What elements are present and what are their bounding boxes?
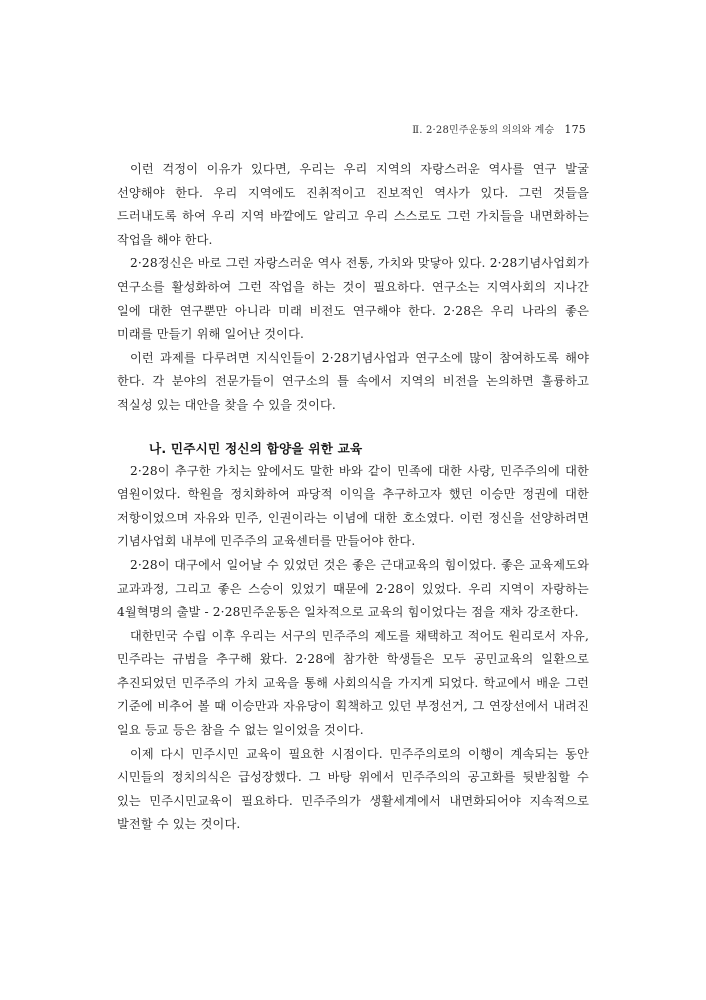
paragraph: 대한민국 수립 이후 우리는 서구의 민주주의 제도를 채택하고 적어도 원리로서 자유, 민주라는 규범을 추구해 왔다. 2·28에 참가한 학생들은 모두 공민교육의 일환으로 추진되었던 민주주의 가치 교육을 통해 사회의식을 가지게 되었다. 학교에서 배운 그런 기준에 비추어 볼 때 이승만과 자유당이 획책하고 있던 부정선거, 그 연장선에서 내려진 일요 등교 등은 참을 수 없는 일이었을 것이다. xyxy=(117,628,589,738)
section-heading: 나. 민주시민 정신의 함양을 위한 교육 xyxy=(149,440,363,456)
paragraph: 2·28정신은 바로 그런 자랑스러운 역사 전통, 가치와 맞닿아 있다. 2·28기념사업회가 연구소를 활성화하여 그런 작업을 하는 것이 필요하다. 연구소는 지역사회의 지나간 일에 대한 연구뿐만 아니라 미래 비전도 연구해야 한다. 2·28은 우리 나라의 좋은 미래를 만들기 위해 일어난 것이다. xyxy=(117,256,589,342)
paragraph: 이런 걱정이 이유가 있다면, 우리는 우리 지역의 자랑스러운 역사를 연구 발굴 선양해야 한다. 우리 지역에도 진취적이고 진보적인 역사가 있다. 그런 것들을 드러내도록 하여 우리 지역 바깥에도 알리고 우리 스스로도 그런 가치들을 내면화하는 작업을 해야 한다. xyxy=(117,162,589,247)
paragraph: 이제 다시 민주시민 교육이 필요한 시점이다. 민주주의로의 이행이 계속되는 동안 시민들의 정치의식은 급성장했다. 그 바탕 위에서 민주주의의 공고화를 뒷받침할 수 있는 민주시민교육이 필요하다. 민주주의가 생활세계에서 내면화되어야 지속적으로 발전할 수 있는 것이다. xyxy=(117,746,589,832)
paragraph: 2·28이 대구에서 일어날 수 있었던 것은 좋은 근대교육의 힘이었다. 좋은 교육제도와 교과과정, 그리고 좋은 스승이 있었기 때문에 2·28이 있었다. 우리 지역이 자랑하는 4월혁명의 출발 - 2·28민주운동은 일차적으로 교육의 힘이었다는 점을 재차 강조한다. xyxy=(117,557,589,620)
running-header xyxy=(412,121,586,136)
body-text xyxy=(117,158,589,837)
paragraph: 이런 과제를 다루려면 지식인들이 2·28기념사업과 연구소에 많이 참여하도록 해야 한다. 각 분야의 전문가들이 연구소의 틀 속에서 지역의 비전을 논의하면 훌륭하고 적실성 있는 대안을 찾을 수 있을 것이다. xyxy=(117,350,589,412)
paragraph: 2·28이 추구한 가치는 앞에서도 말한 바와 같이 민족에 대한 사랑, 민주주의에 대한 염원이었다. 학원을 정치화하여 파당적 이익을 추구하고자 했던 이승만 정권에 대한 저항이었으며 자유와 민주, 인권이라는 이념에 대한 호소였다. 이런 정신을 선양하려면 기념사업회 내부에 민주주의 교육센터를 만들어야 한다. xyxy=(117,463,589,549)
page-number: 175 xyxy=(564,123,586,136)
running-title: Ⅱ. 2·28민주운동의 의의와 계승 xyxy=(412,125,555,136)
